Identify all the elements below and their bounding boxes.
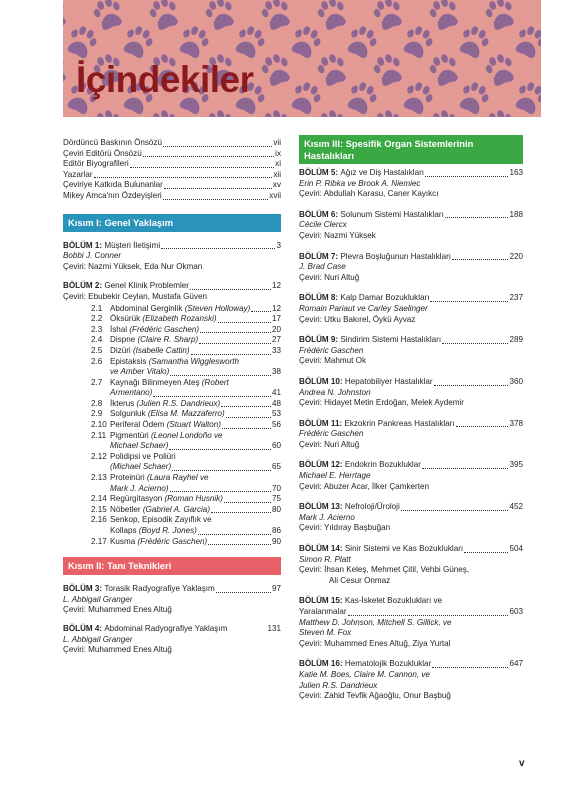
chapter-8[interactable]: BÖLÜM 8: Kalp Damar Bozuklukları 237 Romain Pariaut ve Carley Saelinger Çeviri: Utku Bakırel, Öykü Ayvaz [299,293,523,324]
chapter-authors: Michael E. Herrtage [299,471,371,481]
chapter-authors: Mark J. Acierno [299,512,355,522]
paw-print-icon [147,107,182,117]
paw-print-icon [315,0,350,32]
subsection-entry[interactable]: 2.10 Periferal Ödem (Stuart Walton) 56 [91,420,281,430]
subsection-entry[interactable]: 2.7 Kaynağı Bilinmeyen Ateş (Robert Armentano) 41 [91,377,281,398]
chapter-translators: Çeviri: Abdullah Karasu, Caner Kayıkcı [299,189,439,199]
chapter-authors: Bobbi J. Conner [63,251,122,261]
subsection-entry[interactable]: 2.3 İshal (Frédéric Gaschen) 20 [91,324,281,334]
subsection-entry[interactable]: 2.17 Kusma (Frédéric Gaschen) 90 [91,536,281,546]
paw-print-icon [512,23,541,61]
paw-print-icon [371,51,406,88]
chapter-authors: J. Brad Case [299,262,346,272]
paw-print-icon [259,107,294,117]
subsection-entry[interactable]: 2.2 Öksürük (Elizabeth Rozanski) 17 [91,314,281,324]
paw-print-icon [427,51,462,88]
chapter-translators: Çeviri: Yıldıray Başbuğan [299,523,391,533]
subsection-entry[interactable]: 2.9 Solgunluk (Elisa M. Mazzaferro) 53 [91,409,281,419]
chapter-translators: Ali Cesur Onmaz [329,575,391,585]
chapter-14[interactable]: BÖLÜM 14: Sinir Sistemi ve Kas Bozuklukları 504 Simon R. Platt Çeviri: İhsan Keleş, Mehmet Çitil, Vehbi Güneş, Ali Cesur Onmaz [299,544,523,585]
paw-print-icon [288,79,324,117]
chapter-authors: Erin P. Ribka ve Brook A. Niemiec [299,178,421,188]
chapter-translators: Çeviri: Mahmut Ok [299,356,367,366]
paw-print-icon [63,0,70,32]
paw-print-icon [427,0,462,32]
paw-print-icon [539,51,541,88]
subsection-entry[interactable]: 2.6 Epistaksis (Samantha Wigglesworth ve Amber Vitalo) 38 [91,356,281,377]
left-column [63,138,281,656]
chapter-translators: Çeviri: Ebubekir Ceylan, Mustafa Güven [63,291,207,301]
page-title: İçindekiler [76,59,254,100]
paw-print-icon [203,0,238,32]
paw-print-icon [232,23,268,61]
toc-entry[interactable]: Çeviriye Katkıda Bulunanlar xv [63,180,281,190]
chapter-authors: L. Abbigail Granger [63,594,133,604]
subsection-list [63,304,281,548]
paw-print-icon [315,51,350,88]
chapter-9[interactable]: BÖLÜM 9: Sindirim Sistemi Hastalıkları 289 Frédéric Gaschen Çeviri: Mahmut Ok [299,335,523,366]
chapter-13[interactable]: BÖLÜM 13: Nefroloji/Üroloji 452 Mark J. Acierno Çeviri: Yıldıray Başbuğan [299,502,523,533]
chapter-authors: Frédéric Gaschen [299,345,364,355]
paw-print-icon [456,23,492,61]
chapter-authors: Julien R.S. Dandrieux [299,680,378,690]
paw-print-icon [120,23,156,61]
paw-print-icon [63,107,70,117]
subsection-entry[interactable]: 2.5 Dizüri (Isabelle Cattin) 33 [91,345,281,355]
paw-print-icon [176,23,212,61]
toc-entry[interactable]: Mikey Amca'nın Özdeyişleri xvii [63,190,281,200]
paw-print-icon [64,23,100,61]
paw-print-icon [483,51,518,88]
chapter-4[interactable]: BÖLÜM 4: Abdominal Radyografiye Yaklaşım 131 L. Abbigail Granger Çeviri: Muhammed Enes Altuğ [63,623,281,655]
subsection-entry[interactable]: 2.12 Polidipsi ve Poliüri (Michael Schaer) 65 [91,451,281,472]
paw-print-icon [91,107,126,117]
paw-print-icon [400,23,436,61]
chapter-authors: Matthew D. Johnson, Mitchell S. Gillick, ve [299,617,452,627]
paw-print-icon [259,51,294,88]
chapter-authors: L. Abbigail Granger [63,634,133,644]
chapter-7[interactable]: BÖLÜM 7: Plevra Boşluğunun Hastalıkları 220 J. Brad Case Çeviri: Nuri Altuğ [299,251,523,282]
chapter-authors: Andrea N. Johnston [299,387,371,397]
paw-print-icon [539,107,541,117]
chapter-2[interactable]: BÖLÜM 2: Genel Klinik Problemler 12 Çeviri: Ebubekir Ceylan, Mustafa Güven 2.1 Abdominal Gerginlik (Steven Holloway) 12 2.2 Öksürük (Elizabeth Rozanski) 17 2.3 İshal (Frédéric Gaschen) 20 2.4 Dispne (Claire R. Sharp) 27 2.5 Dizüri (Isabelle Cattin) 33 2.6 Epistaksis (Samantha Wigglesworth ve Amber Vitalo) 38 2.7 Kaynağı Bilinmeyen Ateş (Robert Armentano) 41 2.8 İkterus (Julien R.S. Dandrieux) 48 2.9 Solgunluk (Elisa M. Mazzaferro) 53 2.10 Periferal Ödem (Stuart Walton) 56 2.11 Pigmentüri (Leonel Londoño ve Michael Schaer) 60 2.12 Polidipsi ve Poliüri (Michael Schaer) 65 2.13 Proteinüri (Laura Rayhel ve Mark J. Acierno) 70 2.14 Regürgitasyon (Roman Husnik) 75 2.15 Nöbetler (Gabriel A. Garcia) 80 2.16 Senkop, Episodik Zayıflık ve Kollaps (Boyd R. Jones) 86 2.17 Kusma (Frédéric Gaschen) 90 [63,281,281,546]
paw-print-icon [456,79,492,117]
subsection-entry[interactable]: 2.15 Nöbetler (Gabriel A. Garcia) 80 [91,504,281,514]
chapter-translators: Çeviri: Nazmi Yüksek [299,230,376,240]
chapter-authors: Romain Pariaut ve Carley Saelinger [299,303,428,313]
chapter-11[interactable]: BÖLÜM 11: Ekzokrin Pankreas Hastalıkları 378 Frédéric Gaschen Çeviri: Nuri Altuğ [299,418,523,449]
paw-print-icon [344,23,380,61]
chapter-translators: Çeviri: Muhammed Enes Altuğ [63,645,172,655]
toc-entry[interactable]: Çeviri Editörü Önsözü ix [63,148,281,158]
chapter-authors: Katie M. Boes, Claire M. Cannon, ve [299,669,430,679]
front-matter-list [63,138,281,202]
subsection-entry[interactable]: 2.14 Regürgitasyon (Roman Husnik) 75 [91,494,281,504]
subsection-entry[interactable]: 2.16 Senkop, Episodik Zayıflık ve Kollaps (Boyd R. Jones) 86 [91,515,281,535]
paw-print-icon [512,79,541,117]
paw-print-icon [259,0,294,32]
paw-print-icon [483,0,518,32]
toc-entry[interactable]: Dördüncü Baskının Önsözü vii [63,138,281,147]
subsection-entry[interactable]: 2.13 Proteinüri (Laura Rayhel ve Mark J. Acierno) 70 [91,473,281,493]
part2-chapters [63,584,281,656]
chapter-translators: Çeviri: Muhammed Enes Altuğ [63,605,172,615]
chapter-authors: Simon R. Platt [299,554,351,564]
part3-chapters [299,168,523,702]
chapter-3[interactable]: BÖLÜM 3: Torasik Radyografiye Yaklaşım 97 L. Abbigail Granger Çeviri: Muhammed Enes Altuğ [63,584,281,615]
chapter-translators: Çeviri: Nuri Altuğ [299,439,360,449]
chapter-16[interactable]: BÖLÜM 16: Hematolojik Bozukluklar 647 Katie M. Boes, Claire M. Cannon, ve Julien R.S. Dandrieux Çeviri: Zahid Tevfik Ağaoğlu, Onur Başbuğ [299,659,523,701]
chapter-5[interactable]: BÖLÜM 5: Ağız ve Diş Hastalıkları 163 Erin P. Ribka ve Brook A. Niemiec Çeviri: Abdullah Karasu, Caner Kayıkcı [299,168,523,199]
chapter-12[interactable]: BÖLÜM 12: Endokrin Bozukluklar 395 Michael E. Herrtage Çeviri: Abuzer Acar, İlker Çamkerten [299,460,523,491]
part2-heading: Kısım II: Tanı Teknikleri [63,557,281,575]
chapter-1[interactable]: BÖLÜM 1: Müşteri İletişimi 3 Bobbi J. Conner Çeviri: Nazmi Yüksek, Eda Nur Okman [63,240,281,271]
paw-print-icon [288,23,324,61]
subsection-entry[interactable]: 2.1 Abdominal Gerginlik (Steven Holloway) 12 [91,303,281,313]
part1-heading: Kısım I: Genel Yaklaşım [63,214,281,232]
paw-print-icon [483,107,518,117]
paw-print-icon [427,107,462,117]
chapter-translators: Çeviri: Hidayet Metin Erdoğan, Melek Aydemir [299,398,464,408]
paw-print-icon [147,0,182,32]
chapter-6[interactable]: BÖLÜM 6: Solunum Sistemi Hastalıkları 188 Cécile Clercx Çeviri: Nazmi Yüksek [299,209,523,240]
page-number: v [519,758,525,769]
paw-print-icon [91,0,126,32]
paw-print-icon [539,0,541,32]
paw-print-icon [371,107,406,117]
chapter-translators: Çeviri: Utku Bakırel, Öykü Ayvaz [299,314,416,324]
subsection-entry[interactable]: 2.11 Pigmentüri (Leonel Londoño ve Michael Schaer) 60 [91,430,281,451]
toc-entry[interactable]: Editör Biyografileri xi [63,159,281,169]
chapter-authors: Frédéric Gaschen [299,429,364,439]
chapter-translators: Çeviri: Abuzer Acar, İlker Çamkerten [299,481,429,491]
paw-print-icon [400,79,436,117]
right-column [299,135,523,702]
chapter-translators: Çeviri: Zahid Tevfik Ağaoğlu, Onur Başbuğ [299,691,451,701]
subsection-entry[interactable]: 2.4 Dispne (Claire R. Sharp) 27 [91,335,281,345]
chapter-translators: Çeviri: Muhammed Enes Altuğ, Ziya Yurtal [299,638,451,648]
paw-print-icon [203,107,238,117]
chapter-authors: Steven M. Fox [299,628,352,638]
paw-print-icon [315,107,350,117]
chapter-translators: Çeviri: Nuri Altuğ [299,272,360,282]
chapter-translators: Çeviri: Nazmi Yüksek, Eda Nur Okman [63,261,203,271]
subsection-entry[interactable]: 2.8 İkterus (Julien R.S. Dandrieux) 48 [91,398,281,408]
chapter-15[interactable]: BÖLÜM 15: Kas-İskelet Bozuklukları ve Yaralanmalar 603 Matthew D. Johnson, Mitchell S. Gillick, ve Steven M. Fox Çeviri: Muhammed Enes Altuğ, Ziya Yurtal [299,596,523,648]
toc-entry[interactable]: Yazarlar xii [63,169,281,179]
part3-heading: Kısım III: Spesifik Organ Sistemlerinin Hastalıkları [299,135,523,164]
chapter-10[interactable]: BÖLÜM 10: Hepatobiliyer Hastalıklar 360 Andrea N. Johnston Çeviri: Hidayet Metin Erdoğan, Melek Aydemir [299,376,523,408]
chapter-authors: Cécile Clercx [299,220,347,230]
paw-print-icon [344,79,380,117]
chapter-translators: Çeviri: İhsan Keleş, Mehmet Çitil, Vehbi Güneş, [299,565,470,575]
paw-print-icon [63,51,70,88]
paw-print-icon [371,0,406,32]
